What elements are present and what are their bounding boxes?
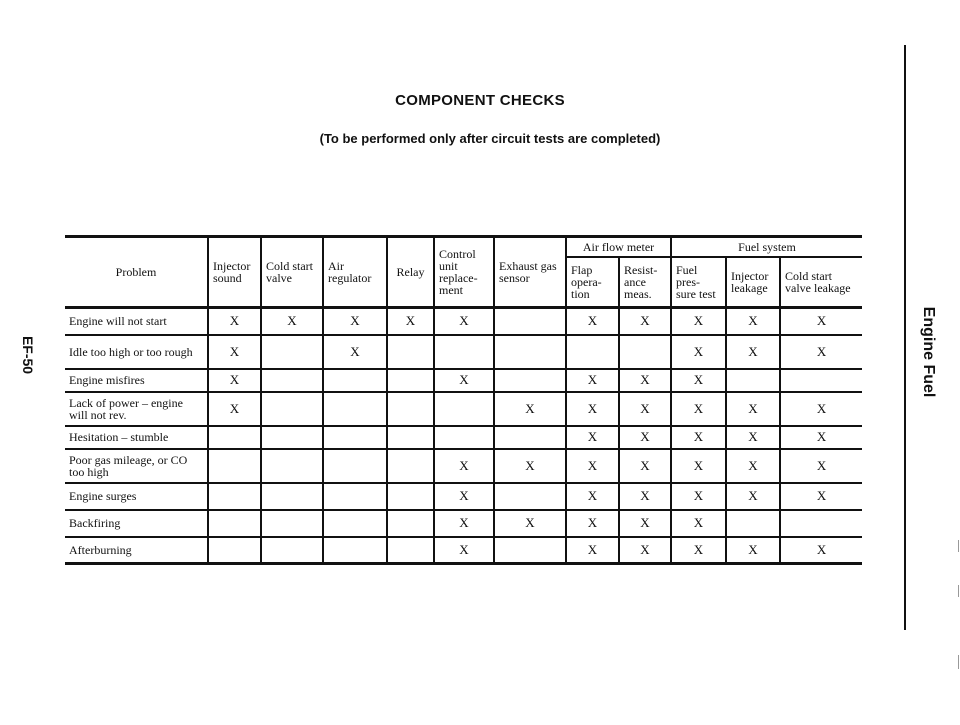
check-mark-control-unit (434, 392, 494, 426)
check-mark-flap-operation: X (566, 392, 619, 426)
check-mark-injector-leakage: X (726, 449, 780, 483)
check-mark-fuel-pressure-test: X (671, 308, 726, 335)
check-mark-cold-start-valve-leakage (780, 510, 862, 537)
check-mark-cold-start-valve (261, 392, 323, 426)
check-mark-cold-start-valve-leakage: X (780, 537, 862, 564)
check-mark-injector-sound (208, 483, 261, 510)
table-row (65, 537, 862, 564)
check-mark-air-regulator (323, 483, 387, 510)
page-title: COMPONENT CHECKS (395, 92, 565, 109)
page-subtitle: (To be performed only after circuit tests are completed) (319, 131, 661, 146)
check-mark-cold-start-valve (261, 537, 323, 564)
header-cold-start-valve-leakage: Cold start valve leakage (780, 257, 862, 308)
check-mark-relay (387, 392, 434, 426)
problem-cell: Engine surges (65, 483, 208, 510)
check-mark-cold-start-valve (261, 426, 323, 449)
check-mark-flap-operation: X (566, 483, 619, 510)
check-mark-fuel-pressure-test: X (671, 483, 726, 510)
check-mark-cold-start-valve (261, 449, 323, 483)
check-mark-flap-operation: X (566, 369, 619, 392)
check-mark-relay (387, 510, 434, 537)
problem-cell: Afterburning (65, 537, 208, 564)
check-mark-relay (387, 369, 434, 392)
check-mark-cold-start-valve-leakage (780, 369, 862, 392)
problem-cell: Poor gas mileage, or CO too high (65, 449, 208, 483)
check-mark-fuel-pressure-test: X (671, 369, 726, 392)
header-exhaust-gas-sensor: Exhaust gas sensor (494, 237, 566, 308)
check-mark-exhaust-gas-sensor: X (494, 449, 566, 483)
check-mark-air-regulator (323, 392, 387, 426)
check-mark-resistance-meas: X (619, 537, 671, 564)
table-row (65, 510, 862, 537)
check-mark-resistance-meas (619, 335, 671, 369)
section-tab: Engine Fuel (920, 306, 937, 398)
check-mark-resistance-meas: X (619, 369, 671, 392)
table-body (65, 308, 862, 564)
check-mark-cold-start-valve-leakage: X (780, 449, 862, 483)
header-problem: Problem (65, 237, 208, 308)
check-mark-cold-start-valve (261, 335, 323, 369)
check-mark-cold-start-valve (261, 369, 323, 392)
check-mark-relay (387, 335, 434, 369)
check-mark-cold-start-valve-leakage: X (780, 426, 862, 449)
problem-cell: Engine will not start (65, 308, 208, 335)
check-mark-flap-operation: X (566, 537, 619, 564)
check-mark-air-regulator: X (323, 335, 387, 369)
check-mark-flap-operation (566, 335, 619, 369)
check-mark-exhaust-gas-sensor (494, 335, 566, 369)
check-mark-injector-leakage: X (726, 335, 780, 369)
problem-cell: Hesitation – stumble (65, 426, 208, 449)
check-mark-injector-leakage: X (726, 308, 780, 335)
header-fuel-system: Fuel system (671, 237, 862, 258)
header-air-flow-meter: Air flow meter (566, 237, 671, 258)
check-mark-flap-operation: X (566, 510, 619, 537)
check-mark-control-unit (434, 335, 494, 369)
check-mark-relay (387, 537, 434, 564)
header-air-regulator: Air regulator (323, 237, 387, 308)
check-mark-fuel-pressure-test: X (671, 335, 726, 369)
check-mark-air-regulator: X (323, 308, 387, 335)
check-mark-fuel-pressure-test: X (671, 537, 726, 564)
header-injector-leakage: Injector leakage (726, 257, 780, 308)
check-mark-resistance-meas: X (619, 308, 671, 335)
header-flap-operation: Flap opera- tion (566, 257, 619, 308)
table-row (65, 426, 862, 449)
check-mark-control-unit: X (434, 369, 494, 392)
check-mark-injector-sound: X (208, 308, 261, 335)
header-control-unit: Control unit replace- ment (434, 237, 494, 308)
check-mark-cold-start-valve: X (261, 308, 323, 335)
check-mark-control-unit: X (434, 483, 494, 510)
problem-cell: Engine misfires (65, 369, 208, 392)
check-mark-injector-sound: X (208, 369, 261, 392)
check-mark-control-unit: X (434, 537, 494, 564)
table-row (65, 483, 862, 510)
table-row (65, 449, 862, 483)
check-mark-air-regulator (323, 426, 387, 449)
check-mark-relay (387, 426, 434, 449)
check-mark-resistance-meas: X (619, 392, 671, 426)
check-mark-air-regulator (323, 449, 387, 483)
check-mark-injector-leakage (726, 369, 780, 392)
check-mark-cold-start-valve-leakage: X (780, 335, 862, 369)
check-mark-fuel-pressure-test: X (671, 426, 726, 449)
check-mark-exhaust-gas-sensor (494, 308, 566, 335)
check-mark-fuel-pressure-test: X (671, 449, 726, 483)
check-mark-exhaust-gas-sensor (494, 369, 566, 392)
check-mark-injector-sound: X (208, 392, 261, 426)
component-checks-table (65, 235, 862, 565)
problem-cell: Idle too high or too rough (65, 335, 208, 369)
check-mark-fuel-pressure-test: X (671, 392, 726, 426)
check-mark-injector-leakage: X (726, 483, 780, 510)
check-mark-control-unit: X (434, 449, 494, 483)
margin-tick (958, 655, 959, 669)
margin-tick (958, 585, 959, 597)
margin-tick (958, 540, 959, 552)
check-mark-resistance-meas: X (619, 483, 671, 510)
check-mark-air-regulator (323, 510, 387, 537)
check-mark-flap-operation: X (566, 426, 619, 449)
check-mark-flap-operation: X (566, 449, 619, 483)
header-fuel-pressure-test: Fuel pres- sure test (671, 257, 726, 308)
check-mark-cold-start-valve-leakage: X (780, 308, 862, 335)
check-mark-flap-operation: X (566, 308, 619, 335)
check-mark-control-unit (434, 426, 494, 449)
check-mark-exhaust-gas-sensor: X (494, 392, 566, 426)
page-number: EF-50 (20, 335, 36, 375)
check-mark-injector-sound (208, 426, 261, 449)
check-mark-injector-leakage: X (726, 537, 780, 564)
header-row-groups (65, 237, 862, 258)
check-mark-injector-sound (208, 510, 261, 537)
check-mark-exhaust-gas-sensor (494, 537, 566, 564)
header-injector-sound: Injector sound (208, 237, 261, 308)
check-mark-cold-start-valve-leakage: X (780, 483, 862, 510)
check-mark-exhaust-gas-sensor: X (494, 510, 566, 537)
check-mark-cold-start-valve-leakage: X (780, 392, 862, 426)
check-mark-resistance-meas: X (619, 449, 671, 483)
check-mark-injector-leakage (726, 510, 780, 537)
problem-cell: Lack of power – engine will not rev. (65, 392, 208, 426)
check-mark-relay (387, 449, 434, 483)
table-row (65, 308, 862, 335)
check-mark-air-regulator (323, 537, 387, 564)
check-mark-fuel-pressure-test: X (671, 510, 726, 537)
problem-cell: Backfiring (65, 510, 208, 537)
check-mark-injector-sound (208, 537, 261, 564)
check-mark-resistance-meas: X (619, 510, 671, 537)
check-mark-relay: X (387, 308, 434, 335)
check-mark-injector-leakage: X (726, 392, 780, 426)
header-relay: Relay (387, 237, 434, 308)
header-cold-start-valve: Cold start valve (261, 237, 323, 308)
check-mark-injector-sound: X (208, 335, 261, 369)
check-mark-cold-start-valve (261, 510, 323, 537)
check-mark-relay (387, 483, 434, 510)
table-row (65, 369, 862, 392)
table-row (65, 335, 862, 369)
check-mark-air-regulator (323, 369, 387, 392)
check-mark-injector-sound (208, 449, 261, 483)
table-row (65, 392, 862, 426)
check-mark-resistance-meas: X (619, 426, 671, 449)
check-mark-cold-start-valve (261, 483, 323, 510)
margin-rule (904, 45, 906, 630)
check-mark-control-unit: X (434, 308, 494, 335)
check-mark-control-unit: X (434, 510, 494, 537)
check-mark-exhaust-gas-sensor (494, 483, 566, 510)
header-resistance-meas: Resist- ance meas. (619, 257, 671, 308)
check-mark-injector-leakage: X (726, 426, 780, 449)
check-mark-exhaust-gas-sensor (494, 426, 566, 449)
